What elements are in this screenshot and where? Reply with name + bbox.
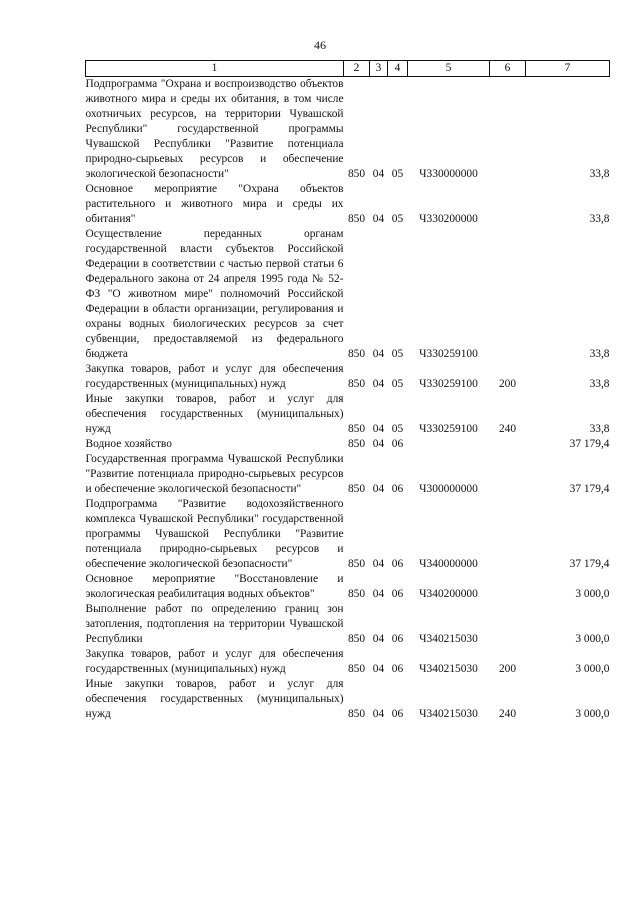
row-target-article: [408, 437, 490, 452]
row-name: [86, 572, 344, 602]
budget-table: [85, 60, 610, 722]
row-amount: 3 000,0: [575, 633, 610, 645]
row-target-article: Ч340200000: [419, 588, 478, 600]
header-col-name: 1: [86, 61, 344, 77]
row-grbs: 850: [347, 558, 366, 570]
header-col-subsection: 4: [388, 61, 408, 77]
row-name-text: Закупка товаров, работ и услуг для обеспечения государственных (муниципальных) нужд: [85, 363, 344, 390]
row-grbs: 850: [347, 708, 366, 720]
row-name-text: Государственная программа Чувашской Республики "Развитие потенциала природно-сырьевых ресурсов и обеспечение экологической безопасности": [85, 453, 344, 495]
row-name: [86, 182, 344, 227]
row-amount: 33,8: [589, 168, 610, 180]
row-amount: 33,8: [589, 213, 610, 225]
row-subsection: 05: [391, 348, 404, 360]
table-row: [86, 677, 610, 722]
header-col-target-article: 5: [408, 61, 490, 77]
row-name-text: Основное мероприятие "Охрана объектов растительного и животного мира и среды их обитания": [85, 183, 344, 225]
row-expense-type: [490, 227, 526, 362]
row-grbs: 850: [347, 378, 366, 390]
row-section: 04: [372, 348, 385, 360]
row-expense-type: [490, 602, 526, 647]
row-section: 04: [372, 423, 385, 435]
row-target-article: Ч340215030: [419, 663, 478, 675]
row-section: 04: [372, 378, 385, 390]
row-section: 04: [372, 558, 385, 570]
row-target-article: Ч330200000: [419, 213, 478, 225]
table-row: [86, 77, 610, 183]
row-section: 04: [372, 168, 385, 180]
table-row: [86, 572, 610, 602]
row-section: 04: [372, 663, 385, 675]
row-target-article: Ч330000000: [419, 168, 478, 180]
row-expense-type: [490, 77, 526, 183]
row-name-text: Иные закупки товаров, работ и услуг для обеспечения государственных (муниципальных) нужд: [85, 678, 344, 720]
header-col-expense-type: 6: [490, 61, 526, 77]
row-section: 04: [372, 483, 385, 495]
row-amount: 37 179,4: [569, 483, 610, 495]
row-expense-type: [490, 437, 526, 452]
row-expense-type: [490, 182, 526, 227]
row-expense-type: 200: [498, 663, 517, 675]
row-name-text: Закупка товаров, работ и услуг для обеспечения государственных (муниципальных) нужд: [85, 648, 344, 675]
row-subsection: 05: [391, 168, 404, 180]
row-grbs: 850: [347, 348, 366, 360]
row-target-article: Ч340215030: [419, 633, 478, 645]
header-row: [86, 61, 610, 77]
row-name: [86, 647, 344, 677]
row-name: [86, 602, 344, 647]
row-name: [86, 77, 344, 183]
row-subsection: 06: [391, 708, 404, 720]
row-grbs: 850: [347, 483, 366, 495]
row-section: 04: [372, 213, 385, 225]
row-name: [86, 677, 344, 722]
table-row: [86, 182, 610, 227]
row-section: 04: [372, 633, 385, 645]
header-col-amount: 7: [526, 61, 610, 77]
row-expense-type: 240: [498, 423, 517, 435]
row-name-text: Выполнение работ по определению границ зон затопления, подтопления на территории Чувашской Республики: [85, 603, 344, 645]
row-name-text: Подпрограмма "Охрана и воспроизводство объектов животного мира и среды их обитания, в том числе охотничьих ресурсов, на территории Чувашской Республики" государственной программы Чувашской Республики "Развитие потенциала природно-сырьевых ресурсов и обеспечение экологической безопасности": [85, 78, 344, 180]
header-col-section: 3: [370, 61, 388, 77]
table-row: [86, 437, 610, 452]
row-target-article: Ч340000000: [419, 558, 478, 570]
table-row: [86, 602, 610, 647]
row-subsection: 06: [391, 663, 404, 675]
row-amount: 33,8: [589, 423, 610, 435]
row-grbs: 850: [347, 423, 366, 435]
row-name: [86, 227, 344, 362]
table-row: [86, 497, 610, 572]
row-name-text: Осуществление переданных органам государственной власти субъектов Российской Федерации в соответствии с частью первой статьи 6 Федерального закона от 24 апреля 1995 года № 52-ФЗ "О животном мире" полномочий Российской Федерации в области организации, регулирования и охраны водных биологических ресурсов за счет субвенции, предоставляемой из федерального бюджета: [85, 228, 344, 360]
row-amount: 33,8: [589, 348, 610, 360]
row-target-article: Ч330259100: [419, 423, 478, 435]
row-amount: 3 000,0: [575, 708, 610, 720]
row-target-article: Ч330259100: [419, 348, 478, 360]
page-number: 46: [314, 38, 326, 52]
row-target-article: Ч330259100: [419, 378, 478, 390]
row-name: [86, 497, 344, 572]
row-expense-type: [490, 452, 526, 497]
table-row: [86, 392, 610, 437]
row-expense-type: [490, 572, 526, 602]
row-name: [86, 362, 344, 392]
row-name-text: Основное мероприятие "Восстановление и экологическая реабилитация водных объектов": [85, 573, 344, 600]
row-subsection: 06: [391, 588, 404, 600]
header-col-grbs: 2: [344, 61, 370, 77]
row-name: [86, 452, 344, 497]
table-row: [86, 227, 610, 362]
row-grbs: 850: [347, 663, 366, 675]
row-subsection: 06: [391, 483, 404, 495]
row-grbs: 850: [347, 633, 366, 645]
row-subsection: 05: [391, 213, 404, 225]
row-amount: 37 179,4: [569, 558, 610, 570]
row-subsection: 06: [391, 558, 404, 570]
row-expense-type: 240: [498, 708, 517, 720]
row-amount: 3 000,0: [575, 663, 610, 675]
row-grbs: 850: [347, 588, 366, 600]
row-grbs: 850: [347, 213, 366, 225]
row-section: 04: [372, 588, 385, 600]
row-name-text: Подпрограмма "Развитие водохозяйственного комплекса Чувашской Республики" государственной программы Чувашской Республики "Развитие потенциала природно-сырьевых ресурсов и обеспечение экологической безопасности": [85, 498, 344, 570]
row-expense-type: 200: [498, 378, 517, 390]
row-grbs: 850: [347, 438, 366, 450]
row-name: [86, 437, 344, 452]
row-subsection: 06: [391, 633, 404, 645]
row-subsection: 06: [391, 438, 404, 450]
table-row: [86, 647, 610, 677]
row-section: 04: [372, 708, 385, 720]
row-name-text: Водное хозяйство: [85, 438, 172, 450]
table-row: [86, 452, 610, 497]
row-expense-type: [490, 497, 526, 572]
row-section: 04: [372, 438, 385, 450]
row-amount: 3 000,0: [575, 588, 610, 600]
row-amount: 33,8: [589, 378, 610, 390]
row-target-article: Ч300000000: [419, 483, 478, 495]
row-subsection: 05: [391, 378, 404, 390]
row-name-text: Иные закупки товаров, работ и услуг для обеспечения государственных (муниципальных) нужд: [85, 393, 344, 435]
row-amount: 37 179,4: [569, 438, 610, 450]
row-name: [86, 392, 344, 437]
row-target-article: Ч340215030: [419, 708, 478, 720]
row-grbs: 850: [347, 168, 366, 180]
table-row: [86, 362, 610, 392]
row-subsection: 05: [391, 423, 404, 435]
